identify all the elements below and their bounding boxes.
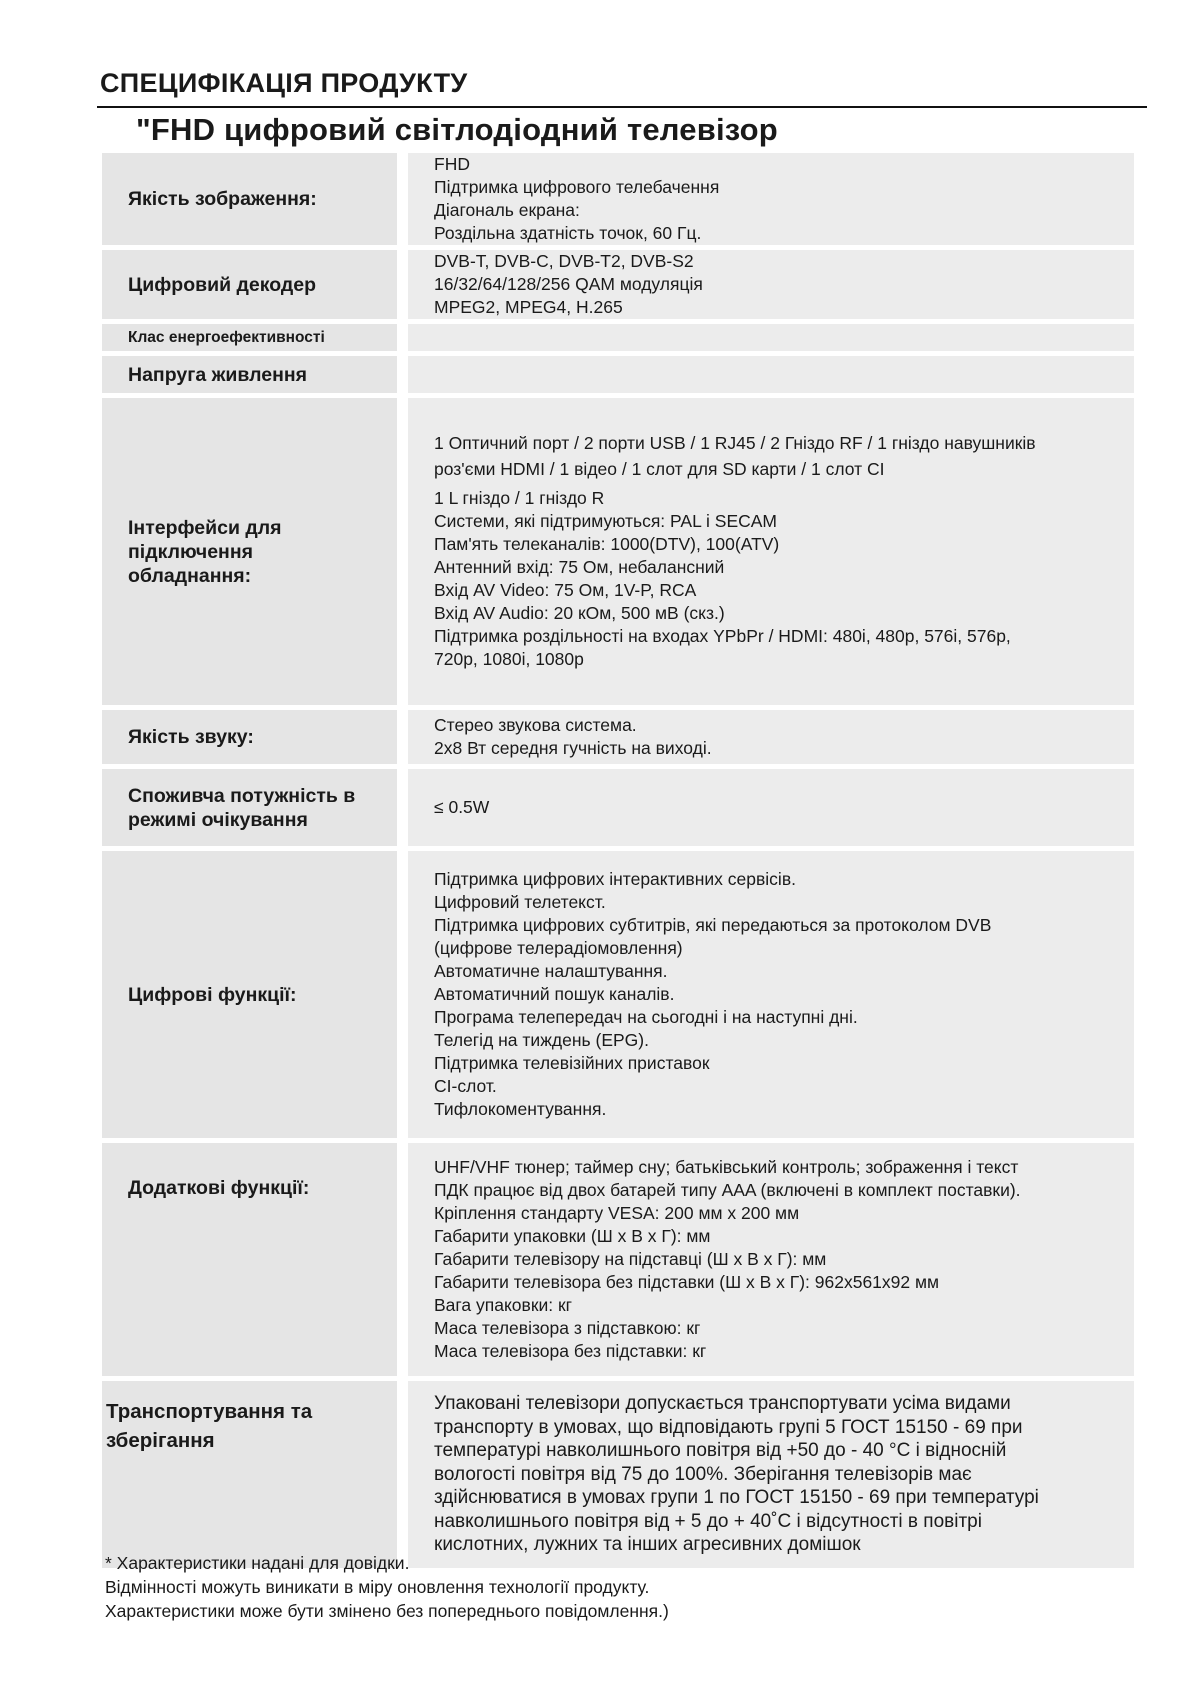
title-divider [97,106,1147,108]
spec-value: Підтримка цифрових інтерактивних сервісів. Цифровий телетекст. Підтримка цифрових субтитрів, які передаються за протоколом DVB (цифрове телерадіомовлення) Автоматичне налаштування. Автоматичний пошук каналів. Програма телепередач на сьогодні і на наступні дні. Телегід на тиждень (EPG). Підтримка телевізійних приставок CI-слот. Тифлокоментування. [408,851,1134,1138]
spec-row-decoder [102,250,1134,319]
spec-label: Цифровий декодер [102,250,397,319]
spec-row-energy [102,324,1134,351]
page-title: СПЕЦИФІКАЦІЯ ПРОДУКТУ [100,68,468,98]
footnote: * Характеристики надані для довідки. Відмінності можуть виникати в міру оновлення технології продукту. Характеристики може бути змінено без попереднього повідомлення.) [105,1553,669,1621]
spec-value [408,324,1134,351]
spec-label: Додаткові функції: [102,1143,397,1376]
spec-label: Транспортування та зберігання [102,1381,397,1568]
spec-label: Інтерфейси для підключення обладнання: [102,398,397,705]
spec-row-transport [102,1381,1134,1568]
spec-label: Споживча потужність в режимі очікування [102,769,397,846]
spec-value [408,356,1134,393]
spec-value: Стерео звукова система. 2x8 Вт середня гучність на виході. [408,710,1134,764]
spec-label: Цифрові функції: [102,851,397,1138]
spec-label: Якість зображення: [102,153,397,245]
spec-value: ≤ 0.5W [408,769,1134,846]
product-title: "FHD цифровий світлодіодний телевізор [136,112,778,147]
spec-value: 1 Оптичний порт / 2 порти USB / 1 RJ45 / 2 Гніздо RF / 1 гніздо навушників роз'єми HDMI / 1 відео / 1 слот для SD карти / 1 слот CI 1 L гніздо / 1 гніздо R Системи, які підтримуються: PAL і SECAM Пам'ять телеканалів: 1000(DTV), 100(ATV) Антенний вхід: 75 Ом, небалансний Вхід AV Video: 75 Ом, 1V-P, RCA Вхід AV Audio: 20 кОм, 500 мВ (скз.) Підтримка роздільності на входах YPbPr / HDMI: 480i, 480p, 576i, 576p, 720p, 1080i, 1080p [408,398,1134,705]
spec-row-digital [102,851,1134,1138]
spec-row-sound [102,710,1134,764]
spec-row-picture [102,153,1134,245]
spec-value: FHD Підтримка цифрового телебачення Діагональ екрана: Роздільна здатність точок, 60 Гц. [408,153,1134,245]
spec-value: DVB-T, DVB-C, DVB-T2, DVB-S2 16/32/64/128/256 QAM модуляція MPEG2, MPEG4, H.265 [408,250,1134,319]
spec-value: Упаковані телевізори допускається транспортувати усіма видами транспорту в умовах, що відповідають групі 5 ГОСТ 15150 - 69 при температурі навколишнього повітря від +50 до - 40 °С і відносній вологості повітря від 75 до 100%. Зберігання телевізорів має здійснюватися в умовах групи 1 по ГОСТ 15150 - 69 при температурі навколишнього повітря від + 5 до + 40˚С і відсутності в повітрі кислотних, лужних та інших агресивних домішок [408,1381,1134,1568]
spec-row-interfaces [102,398,1134,705]
spec-label: Якість звуку: [102,710,397,764]
spec-row-voltage [102,356,1134,393]
spec-label: Напруга живлення [102,356,397,393]
spec-value: UHF/VHF тюнер; таймер сну; батьківський контроль; зображення і текст ПДК працює від двох батарей типу AAA (включені в комплект поставки). Кріплення стандарту VESA: 200 мм x 200 мм Габарити упаковки (Ш х В х Г): мм Габарити телевізору на підставці (Ш х В х Г): мм Габарити телевізора без підставки (Ш х В х Г): 962x561x92 мм Вага упаковки: кг Маса телевізора з підставкою: кг Маса телевізора без підставки: кг [408,1143,1134,1376]
spec-table [102,153,1134,1573]
spec-row-standby [102,769,1134,846]
spec-label: Клас енергоефективності [102,324,397,351]
spec-row-extra [102,1143,1134,1376]
